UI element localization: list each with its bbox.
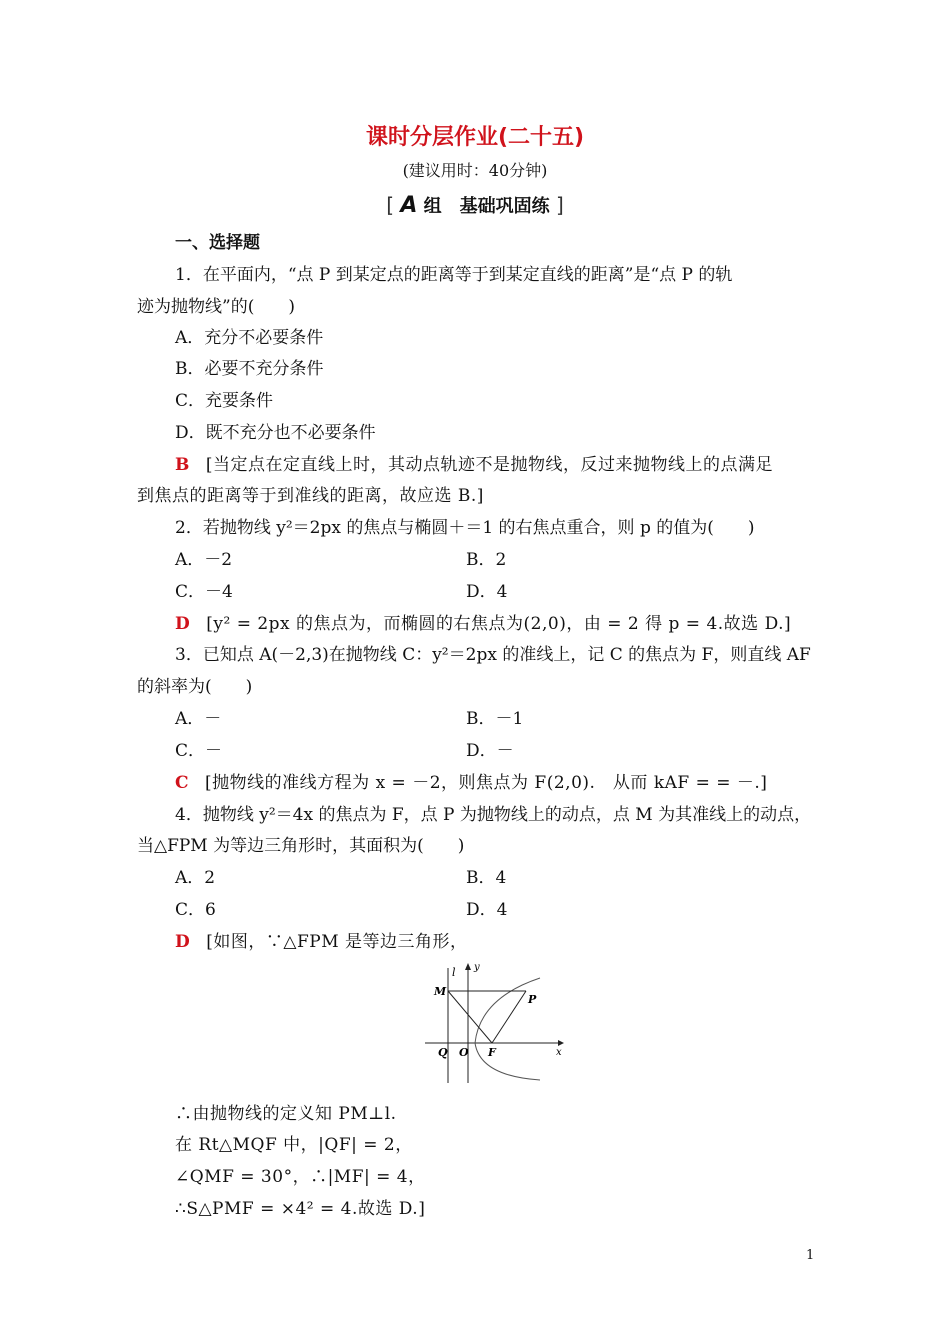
- group-heading: [0, 192, 950, 218]
- q4-step1: ∴由抛物线的定义知 PM⊥l.: [175, 1104, 397, 1124]
- q2-answer: D: [175, 614, 191, 634]
- q3-solution: [175, 771, 767, 795]
- page-title: 课时分层作业(二十五): [365, 125, 585, 150]
- q1-solution-line2: 到焦点的距离等于到准线的距离，故应选 B.]: [137, 486, 484, 506]
- label-p: P: [528, 993, 537, 1006]
- q4-option-d: D．4: [466, 900, 508, 920]
- q3-solution-text: [抛物线的准线方程为 x = －2，则焦点为 F(2,0). 从而 kAF = = －.]: [205, 773, 768, 793]
- q1-stem-line2: 迹为抛物线”的( ): [137, 297, 295, 317]
- q4-solution-text: [如图，∵△FPM 是等边三角形，: [206, 932, 468, 952]
- group-label: 组 基础巩固练: [423, 196, 550, 217]
- q4-stem-line1: 4．抛物线 y²＝4x 的焦点为 F，点 P 为抛物线上的动点，点 M 为其准线上的动点，: [175, 805, 812, 825]
- group-bracket-right: ]: [555, 193, 564, 217]
- page-subtitle: (建议用时：40分钟): [402, 161, 548, 180]
- q1-option-b: B．必要不充分条件: [175, 359, 324, 379]
- q2-option-d: D．4: [466, 582, 508, 602]
- label-y: y: [474, 962, 480, 973]
- q1-option-d: D．既不充分也不必要条件: [175, 423, 376, 443]
- label-m: M: [434, 985, 447, 998]
- q2-solution-text: [y² = 2px 的焦点为，而椭圆的右焦点为(2,0)，由 = 2 得 p = 4.故选 D.]: [206, 614, 792, 634]
- section-heading: 一、选择题: [175, 233, 260, 253]
- label-x: x: [556, 1047, 562, 1058]
- y-axis-arrow: [465, 963, 471, 970]
- q4-step2: 在 Rt△MQF 中，|QF| = 2，: [175, 1135, 413, 1155]
- group-bracket-left: [: [386, 193, 395, 217]
- q1-stem-line1: 1．在平面内，“点 P 到某定点的距离等于到某定直线的距离”是“点 P 的轨: [175, 265, 733, 285]
- q4-option-a: A．2: [175, 868, 216, 888]
- q3-option-d: D．－: [466, 741, 514, 761]
- page-number: 1: [806, 1248, 815, 1263]
- q4-step4: ∴S△PMF = ×4² = 4.故选 D.]: [175, 1199, 426, 1219]
- q3-option-c: C．－: [175, 741, 223, 761]
- q1-option-c: C．充要条件: [175, 391, 274, 411]
- q4-solution: [175, 930, 468, 954]
- q2-solution: [175, 612, 791, 636]
- q2-stem: 2．若抛物线 y²＝2px 的焦点与椭圆＋＝1 的右焦点重合，则 p 的值为( ): [175, 518, 755, 538]
- label-l: l: [452, 966, 456, 979]
- q1-solution-line1: [175, 453, 773, 477]
- label-o: O: [459, 1046, 469, 1059]
- label-q: Q: [438, 1046, 448, 1059]
- q4-option-b: B．4: [466, 868, 507, 888]
- q4-option-c: C．6: [175, 900, 216, 920]
- group-badge: A: [400, 193, 418, 218]
- q3-stem-line2: 的斜率为( ): [137, 677, 253, 697]
- q1-solution-text: [当定点在定直线上时，其动点轨迹不是抛物线，反过来抛物线上的点满足: [205, 455, 774, 475]
- q3-stem-line1: 3．已知点 A(－2,3)在抛物线 C：y²＝2px 的准线上，记 C 的焦点为 F，则直线 AF: [175, 645, 811, 665]
- q3-option-a: A．－: [175, 709, 222, 729]
- q3-answer: C: [175, 773, 190, 793]
- q2-option-b: B．2: [466, 550, 507, 570]
- label-f: F: [488, 1046, 496, 1059]
- q1-option-a: A．充分不必要条件: [175, 328, 324, 348]
- q3-option-b: B．－1: [466, 709, 524, 729]
- x-axis-arrow: [558, 1040, 564, 1046]
- q4-answer: D: [175, 932, 191, 952]
- q2-option-c: C．－4: [175, 582, 233, 602]
- q4-step3: ∠QMF = 30°，∴|MF| = 4，: [175, 1167, 426, 1187]
- q2-option-a: A．－2: [175, 550, 233, 570]
- parabola-figure: [420, 958, 570, 1086]
- segment-mf: [448, 991, 492, 1043]
- q4-stem-line2: 当△FPM 为等边三角形时，其面积为( ): [137, 836, 465, 856]
- q1-answer: B: [175, 455, 190, 475]
- segment-pf: [492, 991, 526, 1043]
